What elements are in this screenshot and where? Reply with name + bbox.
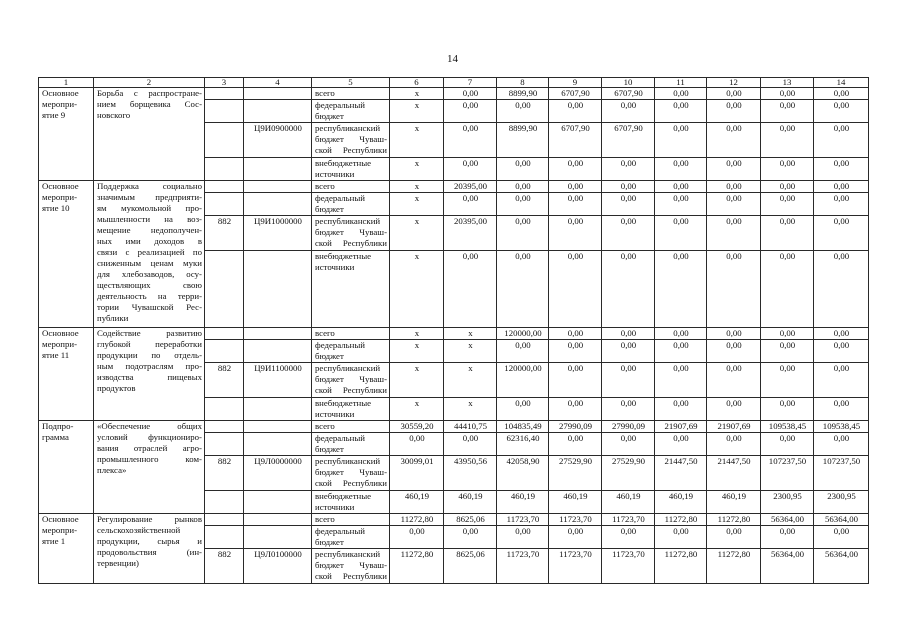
funding-source-cell: федеральный бюджет xyxy=(312,193,390,216)
value-cell: 0,00 xyxy=(761,123,814,158)
value-cell: 0,00 xyxy=(444,193,497,216)
value-cell: 0,00 xyxy=(655,363,707,398)
value-cell: 8899,90 xyxy=(497,123,549,158)
value-cell: 21447,50 xyxy=(655,456,707,491)
value-cell: х xyxy=(444,363,497,398)
value-cell: 0,00 xyxy=(655,193,707,216)
value-cell: 0,00 xyxy=(655,526,707,549)
target-article-code-cell xyxy=(244,398,312,421)
value-cell: 0,00 xyxy=(707,398,761,421)
grbs-code-cell: 882 xyxy=(205,363,244,398)
funding-source-cell: всего xyxy=(312,328,390,340)
value-cell: 0,00 xyxy=(761,328,814,340)
column-number-10: 10 xyxy=(602,78,655,88)
value-cell: 11272,80 xyxy=(655,549,707,584)
value-cell: 0,00 xyxy=(761,216,814,251)
value-cell: 0,00 xyxy=(707,100,761,123)
value-cell: х xyxy=(390,363,444,398)
value-cell: 62316,40 xyxy=(497,433,549,456)
value-cell: 0,00 xyxy=(655,88,707,100)
value-cell: 11723,70 xyxy=(549,549,602,584)
grbs-code-cell xyxy=(205,88,244,100)
value-cell: 0,00 xyxy=(390,433,444,456)
value-cell: 0,00 xyxy=(549,363,602,398)
funding-source-cell: всего xyxy=(312,181,390,193)
value-cell: 8625,06 xyxy=(444,549,497,584)
value-cell: 27529,90 xyxy=(549,456,602,491)
value-cell: 0,00 xyxy=(814,216,869,251)
value-cell: 109538,45 xyxy=(761,421,814,433)
grbs-code-cell xyxy=(205,328,244,340)
measure-type-cell: Основное меропри- ятие 10 xyxy=(39,181,94,328)
value-cell: 0,00 xyxy=(549,433,602,456)
value-cell: х xyxy=(444,340,497,363)
value-cell: 0,00 xyxy=(549,328,602,340)
column-number-7: 7 xyxy=(444,78,497,88)
value-cell: 20395,00 xyxy=(444,181,497,193)
grbs-code-cell xyxy=(205,123,244,158)
funding-source-cell: федеральный бюджет xyxy=(312,433,390,456)
value-cell: 0,00 xyxy=(549,251,602,328)
target-article-code-cell xyxy=(244,340,312,363)
value-cell: 0,00 xyxy=(707,216,761,251)
grbs-code-cell xyxy=(205,100,244,123)
value-cell: 0,00 xyxy=(497,181,549,193)
program-block xyxy=(39,514,869,584)
target-article-code-cell xyxy=(244,421,312,433)
grbs-code-cell xyxy=(205,181,244,193)
value-cell: 0,00 xyxy=(707,123,761,158)
target-article-code-cell xyxy=(244,88,312,100)
value-cell: 11272,80 xyxy=(390,514,444,526)
value-cell: 0,00 xyxy=(761,158,814,181)
value-cell: 460,19 xyxy=(444,491,497,514)
value-cell: 0,00 xyxy=(814,398,869,421)
table-row xyxy=(39,421,869,433)
value-cell: 0,00 xyxy=(814,340,869,363)
value-cell: 0,00 xyxy=(707,363,761,398)
table-row xyxy=(39,514,869,526)
value-cell: 0,00 xyxy=(761,363,814,398)
value-cell: 0,00 xyxy=(761,181,814,193)
value-cell: 0,00 xyxy=(814,88,869,100)
header-row xyxy=(39,78,869,88)
funding-source-cell: внебюджетные источники xyxy=(312,158,390,181)
value-cell: 11272,80 xyxy=(655,514,707,526)
value-cell: 43950,56 xyxy=(444,456,497,491)
value-cell: х xyxy=(444,398,497,421)
measure-name-cell: «Обеспечение общих условий функциониро- вания отраслей агро- промышленного ком- плекса» xyxy=(94,421,205,514)
column-number-1: 1 xyxy=(39,78,94,88)
value-cell: 0,00 xyxy=(602,251,655,328)
grbs-code-cell: 882 xyxy=(205,549,244,584)
grbs-code-cell xyxy=(205,340,244,363)
value-cell: 0,00 xyxy=(814,433,869,456)
funding-source-cell: республиканский бюджет Чуваш- ской Республики xyxy=(312,216,390,251)
grbs-code-cell xyxy=(205,193,244,216)
column-number-14: 14 xyxy=(814,78,869,88)
target-article-code-cell: Ц9Л0100000 xyxy=(244,549,312,584)
value-cell: 0,00 xyxy=(707,88,761,100)
value-cell: 0,00 xyxy=(549,158,602,181)
value-cell: 6707,90 xyxy=(602,123,655,158)
grbs-code-cell xyxy=(205,433,244,456)
value-cell: 0,00 xyxy=(390,526,444,549)
value-cell: 0,00 xyxy=(549,216,602,251)
value-cell: 0,00 xyxy=(761,88,814,100)
value-cell: 42058,90 xyxy=(497,456,549,491)
column-number-8: 8 xyxy=(497,78,549,88)
measure-type-cell: Основное меропри- ятие 11 xyxy=(39,328,94,421)
value-cell: 0,00 xyxy=(655,216,707,251)
value-cell: 27990,09 xyxy=(602,421,655,433)
funding-source-cell: внебюджетные источники xyxy=(312,251,390,328)
measure-type-cell: Основное меропри- ятие 9 xyxy=(39,88,94,181)
grbs-code-cell xyxy=(205,491,244,514)
value-cell: 0,00 xyxy=(497,100,549,123)
value-cell: 109538,45 xyxy=(814,421,869,433)
value-cell: х xyxy=(444,328,497,340)
value-cell: 0,00 xyxy=(761,398,814,421)
measure-type-cell: Подпро- грамма xyxy=(39,421,94,514)
value-cell: 0,00 xyxy=(497,193,549,216)
value-cell: 0,00 xyxy=(814,526,869,549)
value-cell: 6707,90 xyxy=(549,88,602,100)
value-cell: 0,00 xyxy=(707,328,761,340)
value-cell: 0,00 xyxy=(655,158,707,181)
value-cell: 120000,00 xyxy=(497,363,549,398)
value-cell: 0,00 xyxy=(707,340,761,363)
value-cell: 0,00 xyxy=(814,181,869,193)
target-article-code-cell xyxy=(244,328,312,340)
value-cell: 0,00 xyxy=(707,526,761,549)
value-cell: 0,00 xyxy=(602,193,655,216)
target-article-code-cell xyxy=(244,100,312,123)
grbs-code-cell xyxy=(205,158,244,181)
measure-name-cell: Регулирование рынков сельскохозяйственной продукции, сырья и продовольствия (ин- тервенции) xyxy=(94,514,205,584)
value-cell: 0,00 xyxy=(655,398,707,421)
target-article-code-cell xyxy=(244,433,312,456)
value-cell: 0,00 xyxy=(655,251,707,328)
value-cell: х xyxy=(390,88,444,100)
value-cell: 11723,70 xyxy=(497,514,549,526)
measure-name-cell: Содействие развитию глубокой переработки продукции по отдель- ным подотраслям про- изводства пищевых продуктов xyxy=(94,328,205,421)
value-cell: 11723,70 xyxy=(602,549,655,584)
value-cell: 0,00 xyxy=(497,216,549,251)
target-article-code-cell xyxy=(244,181,312,193)
value-cell: х xyxy=(390,193,444,216)
value-cell: 0,00 xyxy=(761,433,814,456)
measure-type-cell: Основное меропри- ятие 1 xyxy=(39,514,94,584)
value-cell: 0,00 xyxy=(549,526,602,549)
value-cell: 107237,50 xyxy=(814,456,869,491)
value-cell: 0,00 xyxy=(814,251,869,328)
funding-source-cell: внебюджетные источники xyxy=(312,398,390,421)
column-number-2: 2 xyxy=(94,78,205,88)
value-cell: 460,19 xyxy=(549,491,602,514)
value-cell: 0,00 xyxy=(655,328,707,340)
value-cell: 0,00 xyxy=(761,340,814,363)
funding-source-cell: республиканский бюджет Чуваш- ской Республики xyxy=(312,363,390,398)
column-number-12: 12 xyxy=(707,78,761,88)
value-cell: 0,00 xyxy=(602,100,655,123)
value-cell: 0,00 xyxy=(444,100,497,123)
value-cell: 27990,09 xyxy=(549,421,602,433)
value-cell: х xyxy=(390,216,444,251)
value-cell: 21907,69 xyxy=(655,421,707,433)
value-cell: 104835,49 xyxy=(497,421,549,433)
program-block xyxy=(39,328,869,421)
budget-table xyxy=(38,77,869,584)
value-cell: 460,19 xyxy=(602,491,655,514)
value-cell: 0,00 xyxy=(497,340,549,363)
page-number: 14 xyxy=(447,53,458,65)
value-cell: 27529,90 xyxy=(602,456,655,491)
value-cell: 0,00 xyxy=(602,216,655,251)
grbs-code-cell xyxy=(205,421,244,433)
value-cell: 11272,80 xyxy=(707,549,761,584)
target-article-code-cell xyxy=(244,158,312,181)
value-cell: х xyxy=(390,158,444,181)
value-cell: 0,00 xyxy=(707,181,761,193)
value-cell: х xyxy=(390,328,444,340)
value-cell: 0,00 xyxy=(497,251,549,328)
grbs-code-cell xyxy=(205,251,244,328)
value-cell: 0,00 xyxy=(444,88,497,100)
grbs-code-cell xyxy=(205,398,244,421)
measure-name-cell: Поддержка социально значимым предприяти- ям мукомольной про- мышленности на воз- мещение недополучен- ных ими доходов в связи с реализацией по сниженным ценам муки для хлебозаводов, осу- ществляющих свою деятельность на терри- тории Чувашской Рес- публики xyxy=(94,181,205,328)
value-cell: 11723,70 xyxy=(602,514,655,526)
value-cell: 0,00 xyxy=(707,193,761,216)
value-cell: 0,00 xyxy=(444,526,497,549)
value-cell: 0,00 xyxy=(761,193,814,216)
value-cell: 56364,00 xyxy=(761,514,814,526)
value-cell: 0,00 xyxy=(549,181,602,193)
value-cell: 0,00 xyxy=(655,100,707,123)
grbs-code-cell: 882 xyxy=(205,216,244,251)
funding-source-cell: внебюджетные источники xyxy=(312,491,390,514)
grbs-code-cell xyxy=(205,514,244,526)
value-cell: 460,19 xyxy=(390,491,444,514)
value-cell: 2300,95 xyxy=(814,491,869,514)
target-article-code-cell: Ц9И1100000 xyxy=(244,363,312,398)
value-cell: 460,19 xyxy=(497,491,549,514)
value-cell: 8899,90 xyxy=(497,88,549,100)
value-cell: 2300,95 xyxy=(761,491,814,514)
value-cell: 56364,00 xyxy=(814,549,869,584)
value-cell: 0,00 xyxy=(761,526,814,549)
value-cell: 0,00 xyxy=(814,100,869,123)
value-cell: 11723,70 xyxy=(549,514,602,526)
target-article-code-cell xyxy=(244,526,312,549)
value-cell: 0,00 xyxy=(814,158,869,181)
measure-name-cell: Борьба с распростране- нием борщевика Сос- новского xyxy=(94,88,205,181)
value-cell: 56364,00 xyxy=(761,549,814,584)
column-number-3: 3 xyxy=(205,78,244,88)
funding-source-cell: республиканский бюджет Чуваш- ской Республики xyxy=(312,123,390,158)
value-cell: 0,00 xyxy=(602,328,655,340)
value-cell: 21447,50 xyxy=(707,456,761,491)
value-cell: 0,00 xyxy=(602,340,655,363)
value-cell: 0,00 xyxy=(549,193,602,216)
table-row xyxy=(39,88,869,100)
value-cell: 30559,20 xyxy=(390,421,444,433)
value-cell: х xyxy=(390,251,444,328)
value-cell: х xyxy=(390,398,444,421)
value-cell: 11723,70 xyxy=(497,549,549,584)
value-cell: 20395,00 xyxy=(444,216,497,251)
grbs-code-cell xyxy=(205,526,244,549)
target-article-code-cell xyxy=(244,514,312,526)
funding-source-cell: республиканский бюджет Чуваш- ской Республики xyxy=(312,549,390,584)
value-cell: х xyxy=(390,340,444,363)
value-cell: 0,00 xyxy=(814,193,869,216)
table-row xyxy=(39,181,869,193)
value-cell: 0,00 xyxy=(602,398,655,421)
value-cell: 21907,69 xyxy=(707,421,761,433)
value-cell: 0,00 xyxy=(602,526,655,549)
table-header xyxy=(39,78,869,88)
value-cell: 120000,00 xyxy=(497,328,549,340)
value-cell: 0,00 xyxy=(707,158,761,181)
program-block xyxy=(39,181,869,328)
value-cell: 0,00 xyxy=(549,100,602,123)
value-cell: 107237,50 xyxy=(761,456,814,491)
value-cell: 0,00 xyxy=(444,433,497,456)
value-cell: 460,19 xyxy=(707,491,761,514)
grbs-code-cell: 882 xyxy=(205,456,244,491)
value-cell: 0,00 xyxy=(814,363,869,398)
target-article-code-cell: Ц9Л0000000 xyxy=(244,456,312,491)
value-cell: 6707,90 xyxy=(549,123,602,158)
value-cell: 0,00 xyxy=(444,251,497,328)
value-cell: 0,00 xyxy=(602,363,655,398)
funding-source-cell: всего xyxy=(312,421,390,433)
value-cell: 0,00 xyxy=(444,123,497,158)
table-row xyxy=(39,328,869,340)
value-cell: 0,00 xyxy=(602,433,655,456)
value-cell: 0,00 xyxy=(814,328,869,340)
value-cell: 8625,06 xyxy=(444,514,497,526)
target-article-code-cell xyxy=(244,193,312,216)
value-cell: 0,00 xyxy=(497,158,549,181)
funding-source-cell: республиканский бюджет Чуваш- ской Республики xyxy=(312,456,390,491)
funding-source-cell: всего xyxy=(312,88,390,100)
value-cell: 44410,75 xyxy=(444,421,497,433)
value-cell: 0,00 xyxy=(707,433,761,456)
value-cell: 0,00 xyxy=(549,398,602,421)
value-cell: х xyxy=(390,181,444,193)
value-cell: 56364,00 xyxy=(814,514,869,526)
value-cell: х xyxy=(390,123,444,158)
value-cell: 0,00 xyxy=(497,398,549,421)
program-block xyxy=(39,88,869,181)
funding-source-cell: федеральный бюджет xyxy=(312,100,390,123)
column-number-4: 4 xyxy=(244,78,312,88)
value-cell: х xyxy=(390,100,444,123)
column-number-6: 6 xyxy=(390,78,444,88)
column-number-11: 11 xyxy=(655,78,707,88)
funding-source-cell: федеральный бюджет xyxy=(312,526,390,549)
value-cell: 0,00 xyxy=(761,100,814,123)
column-number-9: 9 xyxy=(549,78,602,88)
funding-source-cell: всего xyxy=(312,514,390,526)
value-cell: 11272,80 xyxy=(707,514,761,526)
target-article-code-cell xyxy=(244,251,312,328)
program-block xyxy=(39,421,869,514)
target-article-code-cell xyxy=(244,491,312,514)
value-cell: 11272,80 xyxy=(390,549,444,584)
value-cell: 0,00 xyxy=(814,123,869,158)
target-article-code-cell: Ц9И0900000 xyxy=(244,123,312,158)
column-number-5: 5 xyxy=(312,78,390,88)
target-article-code-cell: Ц9И1000000 xyxy=(244,216,312,251)
value-cell: 6707,90 xyxy=(602,88,655,100)
funding-source-cell: федеральный бюджет xyxy=(312,340,390,363)
value-cell: 0,00 xyxy=(549,340,602,363)
value-cell: 0,00 xyxy=(761,251,814,328)
value-cell: 0,00 xyxy=(602,158,655,181)
value-cell: 460,19 xyxy=(655,491,707,514)
value-cell: 0,00 xyxy=(444,158,497,181)
value-cell: 0,00 xyxy=(602,181,655,193)
value-cell: 0,00 xyxy=(655,181,707,193)
value-cell: 0,00 xyxy=(655,123,707,158)
value-cell: 30099,01 xyxy=(390,456,444,491)
column-number-13: 13 xyxy=(761,78,814,88)
value-cell: 0,00 xyxy=(655,433,707,456)
value-cell: 0,00 xyxy=(707,251,761,328)
value-cell: 0,00 xyxy=(655,340,707,363)
value-cell: 0,00 xyxy=(497,526,549,549)
